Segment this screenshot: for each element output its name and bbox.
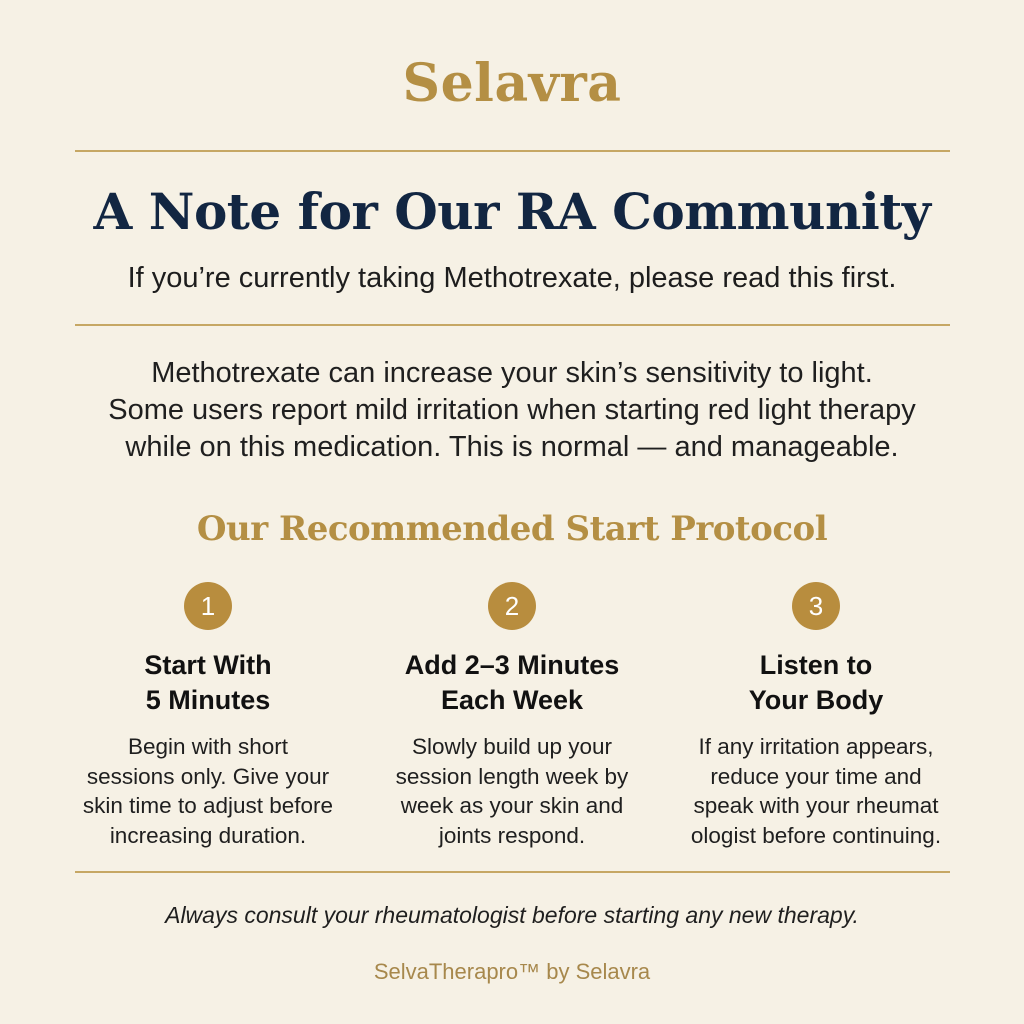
disclaimer-text: Always consult your rheumatologist before starting any new therapy.: [165, 902, 859, 928]
step-description-line: skin time to adjust before: [82, 793, 334, 818]
step-title-line: Listen to: [759, 650, 873, 680]
step-description-line: Begin with short: [127, 734, 289, 759]
protocol-step-1: [58, 582, 358, 850]
step-title: [362, 648, 662, 718]
step-number-badge: 2: [488, 582, 536, 630]
step-description: [58, 732, 358, 850]
step-description: [666, 732, 966, 850]
footer-credit: SelvaTherapro™ by Selavra: [373, 959, 651, 984]
step-description-line: increasing duration.: [109, 822, 307, 848]
header-divider: [75, 324, 950, 326]
intro-paragraph: [60, 355, 964, 466]
step-number-badge: 1: [184, 582, 232, 630]
step-description-line: sessions only. Give your: [86, 763, 330, 789]
step-description: [362, 732, 662, 850]
page-subtitle: If you’re currently taking Methotrexate, please read this first.: [127, 262, 897, 294]
step-title-line: 5 Minutes: [145, 685, 271, 715]
step-description-line: week as your skin and: [400, 793, 624, 818]
step-title-line: Start With: [144, 650, 272, 680]
page-title: A Note for Our RA Community: [93, 182, 931, 241]
protocol-heading: Our Recommended Start Protocol: [196, 509, 828, 549]
footer-divider: [75, 871, 950, 873]
step-description-line: If any irritation appears,: [698, 734, 934, 759]
step-description-line: ologist before continuing.: [690, 822, 942, 848]
protocol-step-2: [362, 582, 662, 850]
step-title-line: Each Week: [440, 685, 584, 715]
step-description-line: joints respond.: [438, 822, 586, 848]
protocol-step-3: [666, 582, 966, 850]
step-title-line: Your Body: [748, 685, 884, 715]
step-description-line: session length week by: [395, 763, 629, 789]
intro-line: while on this medication. This is normal — and manageable.: [125, 431, 899, 463]
step-title-line: Add 2–3 Minutes: [404, 650, 620, 680]
step-title: [666, 648, 966, 718]
intro-line: Methotrexate can increase your skin’s sensitivity to light.: [151, 357, 873, 389]
step-description-line: Slowly build up your: [411, 734, 613, 759]
step-description-line: speak with your rheumat: [693, 793, 939, 818]
top-divider: [75, 150, 950, 152]
brand-logo-text: Selavra: [402, 53, 622, 114]
step-number-badge: 3: [792, 582, 840, 630]
step-title: [58, 648, 358, 718]
step-description-line: reduce your time and: [710, 763, 922, 789]
intro-line: Some users report mild irritation when starting red light therapy: [108, 394, 916, 426]
